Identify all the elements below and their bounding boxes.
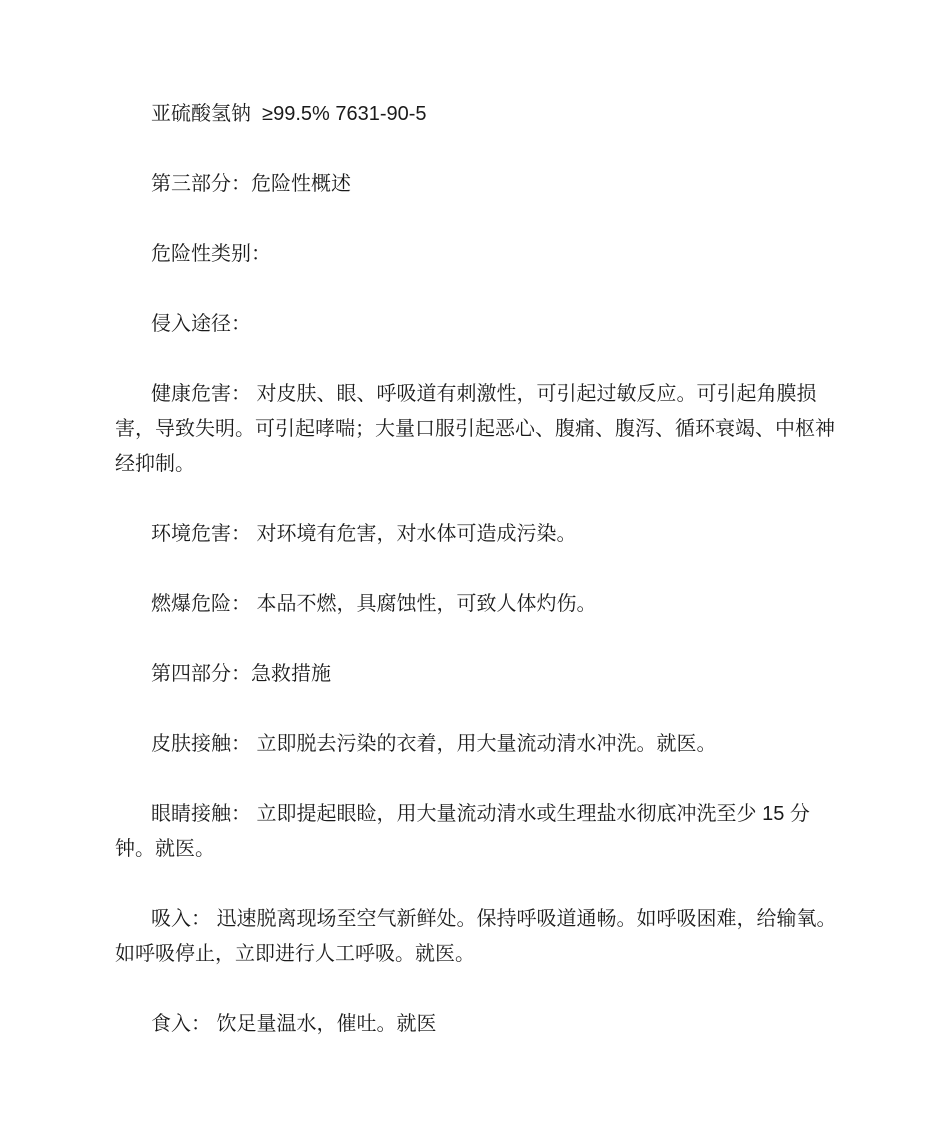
paragraph-eye-contact: 眼睛接触： 立即提起眼睑，用大量流动清水或生理盐水彻底冲洗至少 15 分钟。就医。	[115, 803, 810, 860]
paragraph-ingestion: 食入： 饮足量温水，催吐。就医	[151, 1013, 437, 1035]
paragraph-substance-entry: 亚硫酸氢钠 ≥99.5% 7631-90-5	[151, 103, 427, 125]
paragraph-skin-contact: 皮肤接触： 立即脱去污染的衣着，用大量流动清水冲洗。就医。	[151, 733, 717, 755]
heading-section-4: 第四部分：急救措施	[151, 663, 331, 685]
paragraph-hazard-category: 危险性类别：	[151, 243, 271, 265]
paragraph-health-hazard: 健康危害： 对皮肤、眼、呼吸道有刺激性，可引起过敏反应。可引起角膜损害，导致失明。可引起哮喘；大量口服引起恶心、腹痛、腹泻、循环衰竭、中枢神经抑制。	[115, 383, 835, 475]
paragraph-explosion-hazard: 燃爆危险： 本品不燃，具腐蚀性，可致人体灼伤。	[151, 593, 597, 615]
heading-section-3: 第三部分：危险性概述	[151, 173, 351, 195]
paragraph-environmental-hazard: 环境危害： 对环境有危害，对水体可造成污染。	[151, 523, 577, 545]
paragraph-entry-routes: 侵入途径：	[151, 313, 251, 335]
paragraph-inhalation: 吸入： 迅速脱离现场至空气新鲜处。保持呼吸道通畅。如呼吸困难，给输氧。如呼吸停止，立即进行人工呼吸。就医。	[115, 908, 837, 965]
